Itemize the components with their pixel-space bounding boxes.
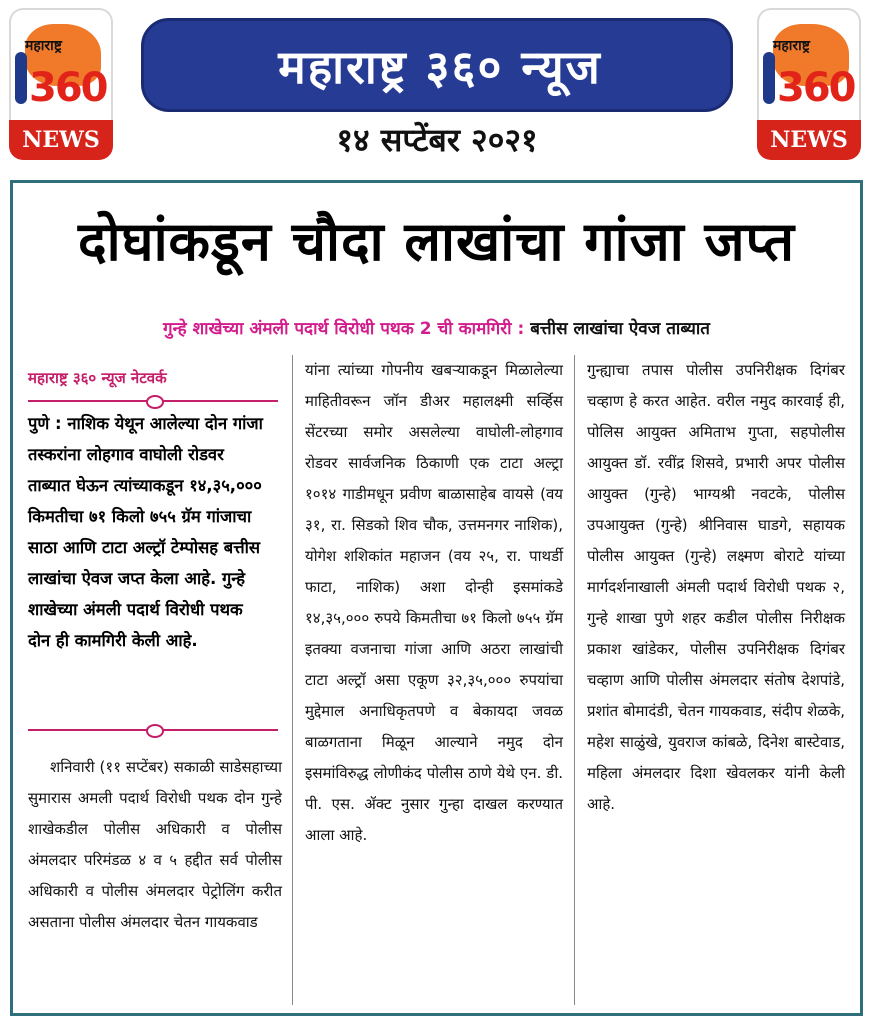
subheading-rest: बत्तीस लाखांचा ऐवज ताब्यात bbox=[530, 319, 710, 339]
masthead-banner bbox=[141, 18, 733, 112]
issue-date: १४ सप्टेंबर २०२१ bbox=[336, 121, 538, 159]
logo-name: महाराष्ट्र bbox=[773, 38, 810, 54]
article-subheading bbox=[10, 316, 863, 339]
subheading-highlight: गुन्हे शाखेच्या अंमली पदार्थ विरोधी पथक 2 ची कामगिरी : bbox=[163, 319, 525, 339]
article-body-column-1: शनिवारी (११ सप्टेंबर) सकाळी साडेसहाच्या सुमारास अमली पदार्थ विरोधी पथक दोन गुन्हे शाखेकडील पोलीस अधिकारी व पोलीस अंमलदार परिमंडळ ४ व ५ हद्दीत सर्व पोलीस अधिकारी व पोलीस अंमलदार पेट्रोलिंग करीत असताना पोलीस अंमलदार चेतन गायकवाड bbox=[28, 758, 282, 931]
byline-divider bbox=[28, 400, 278, 402]
microphone-icon bbox=[763, 52, 775, 104]
logo-number: 360 bbox=[29, 65, 107, 111]
article-body-column-3: गुन्ह्याचा तपास पोलीस उपनिरीक्षक दिगंबर चव्हाण हे करत आहेत. वरील नमुद कारवाई ही, पोलिस आयुक्त अमिताभ गुप्ता, सहपोलीस आयुक्त डॉ. रवींद्र शिसवे, प्रभारी अपर पोलीस आयुक्त (गुन्हे) भाग्यश्री नवटके, पोलीस उपआयुक्त (गुन्हे) श्रीनिवास घाडगे, सहायक पोलीस आयुक्त (गुन्हे) लक्ष्मण बोराटे यांच्या मार्गदर्शनाखाली अंमली पदार्थ विरोधी पथक २, गुन्हे शाखा पुणे शहर कडील पोलीस निरीक्षक प्रकाश खांडेकर, पोलीस उपनिरीक्षक दिगंबर चव्हाण आणि पोलीस अंमलदार संतोष देशपांडे, प्रशांत बोमादंडी, चेतन गायकवाड, संदीप शेळके, महेश साळुंखे, युवराज कांबळे, दिनेश बास्टेवाड, महिला अंमलदार दिशा खेवलकर यांनी केली आहे. bbox=[587, 361, 845, 813]
divider-ornament-icon bbox=[146, 395, 164, 409]
article-byline: महाराष्ट्र ३६० न्यूज नेटवर्क bbox=[28, 369, 167, 387]
article-lead: पुणे : नाशिक येथून आलेल्या दोन गांजा तस्करांना लोहगाव वाघोली रोडवर ताब्यात घेऊन त्यांच्याकडून १४,३५,००० किमतीचा ७१ किलो ७५५ ग्रॅम गांजाचा साठा आणि टाटा अल्ट्रॉ टेम्पोसह बत्तीस लाखांचा ऐवज जप्त केला आहे. गुन्हे शाखेच्या अंमली पदार्थ विरोधी पथक दोन ही कामगिरी केली आहे. bbox=[28, 414, 263, 650]
logo-emblem bbox=[757, 8, 861, 120]
logo-news-label: NEWS bbox=[9, 120, 113, 160]
logo-name: महाराष्ट्र bbox=[25, 38, 62, 54]
lead-divider bbox=[28, 729, 278, 731]
article-headline: दोघांकडून चौदा लाखांचा गांजा जप्त bbox=[78, 210, 795, 273]
column-divider bbox=[292, 355, 293, 1005]
column-divider bbox=[574, 355, 575, 1005]
logo-number: 360 bbox=[777, 65, 855, 111]
masthead-title: महाराष्ट्र ३६० न्यूज bbox=[278, 40, 602, 94]
microphone-icon bbox=[15, 52, 27, 104]
logo-right bbox=[757, 8, 861, 160]
logo-news-label: NEWS bbox=[757, 120, 861, 160]
divider-ornament-icon bbox=[146, 724, 164, 738]
logo-emblem bbox=[9, 8, 113, 120]
logo-left bbox=[9, 8, 113, 160]
article-body-column-2: यांना त्यांच्या गोपनीय खबऱ्याकडून मिळालेल्या माहितीवरून जॉन डीअर महालक्ष्मी सर्व्हिस सेंटरच्या समोर असलेल्या वाघोली-लोहगाव रोडवर सार्वजनिक ठिकाणी एक टाटा अल्ट्रा १०१४ गाडीमधून प्रवीण बाळासाहेब वायसे (वय ३१, रा. सिडको शिव चौक, उत्तमनगर नाशिक), योगेश शशिकांत महाजन (वय २५, रा. पाथर्डी फाटा, नाशिक) अशा दोन्ही इसमांकडे १४,३५,००० रुपये किमतीचा ७१ किलो ७५५ ग्रॅम इतक्या वजनाचा गांजा आणि अठरा लाखांची टाटा अल्ट्रॉ असा एकूण ३२,३५,००० रुपयांचा मुद्देमाल अनाधिकृतपणे व बेकायदा जवळ बाळगताना मिळून आल्याने नमुद दोन इसमांविरुद्ध लोणीकंद पोलीस ठाणे येथे एन. डी. पी. एस. ॲक्ट नुसार गुन्हा दाखल करण्यात आला आहे. bbox=[305, 361, 563, 844]
